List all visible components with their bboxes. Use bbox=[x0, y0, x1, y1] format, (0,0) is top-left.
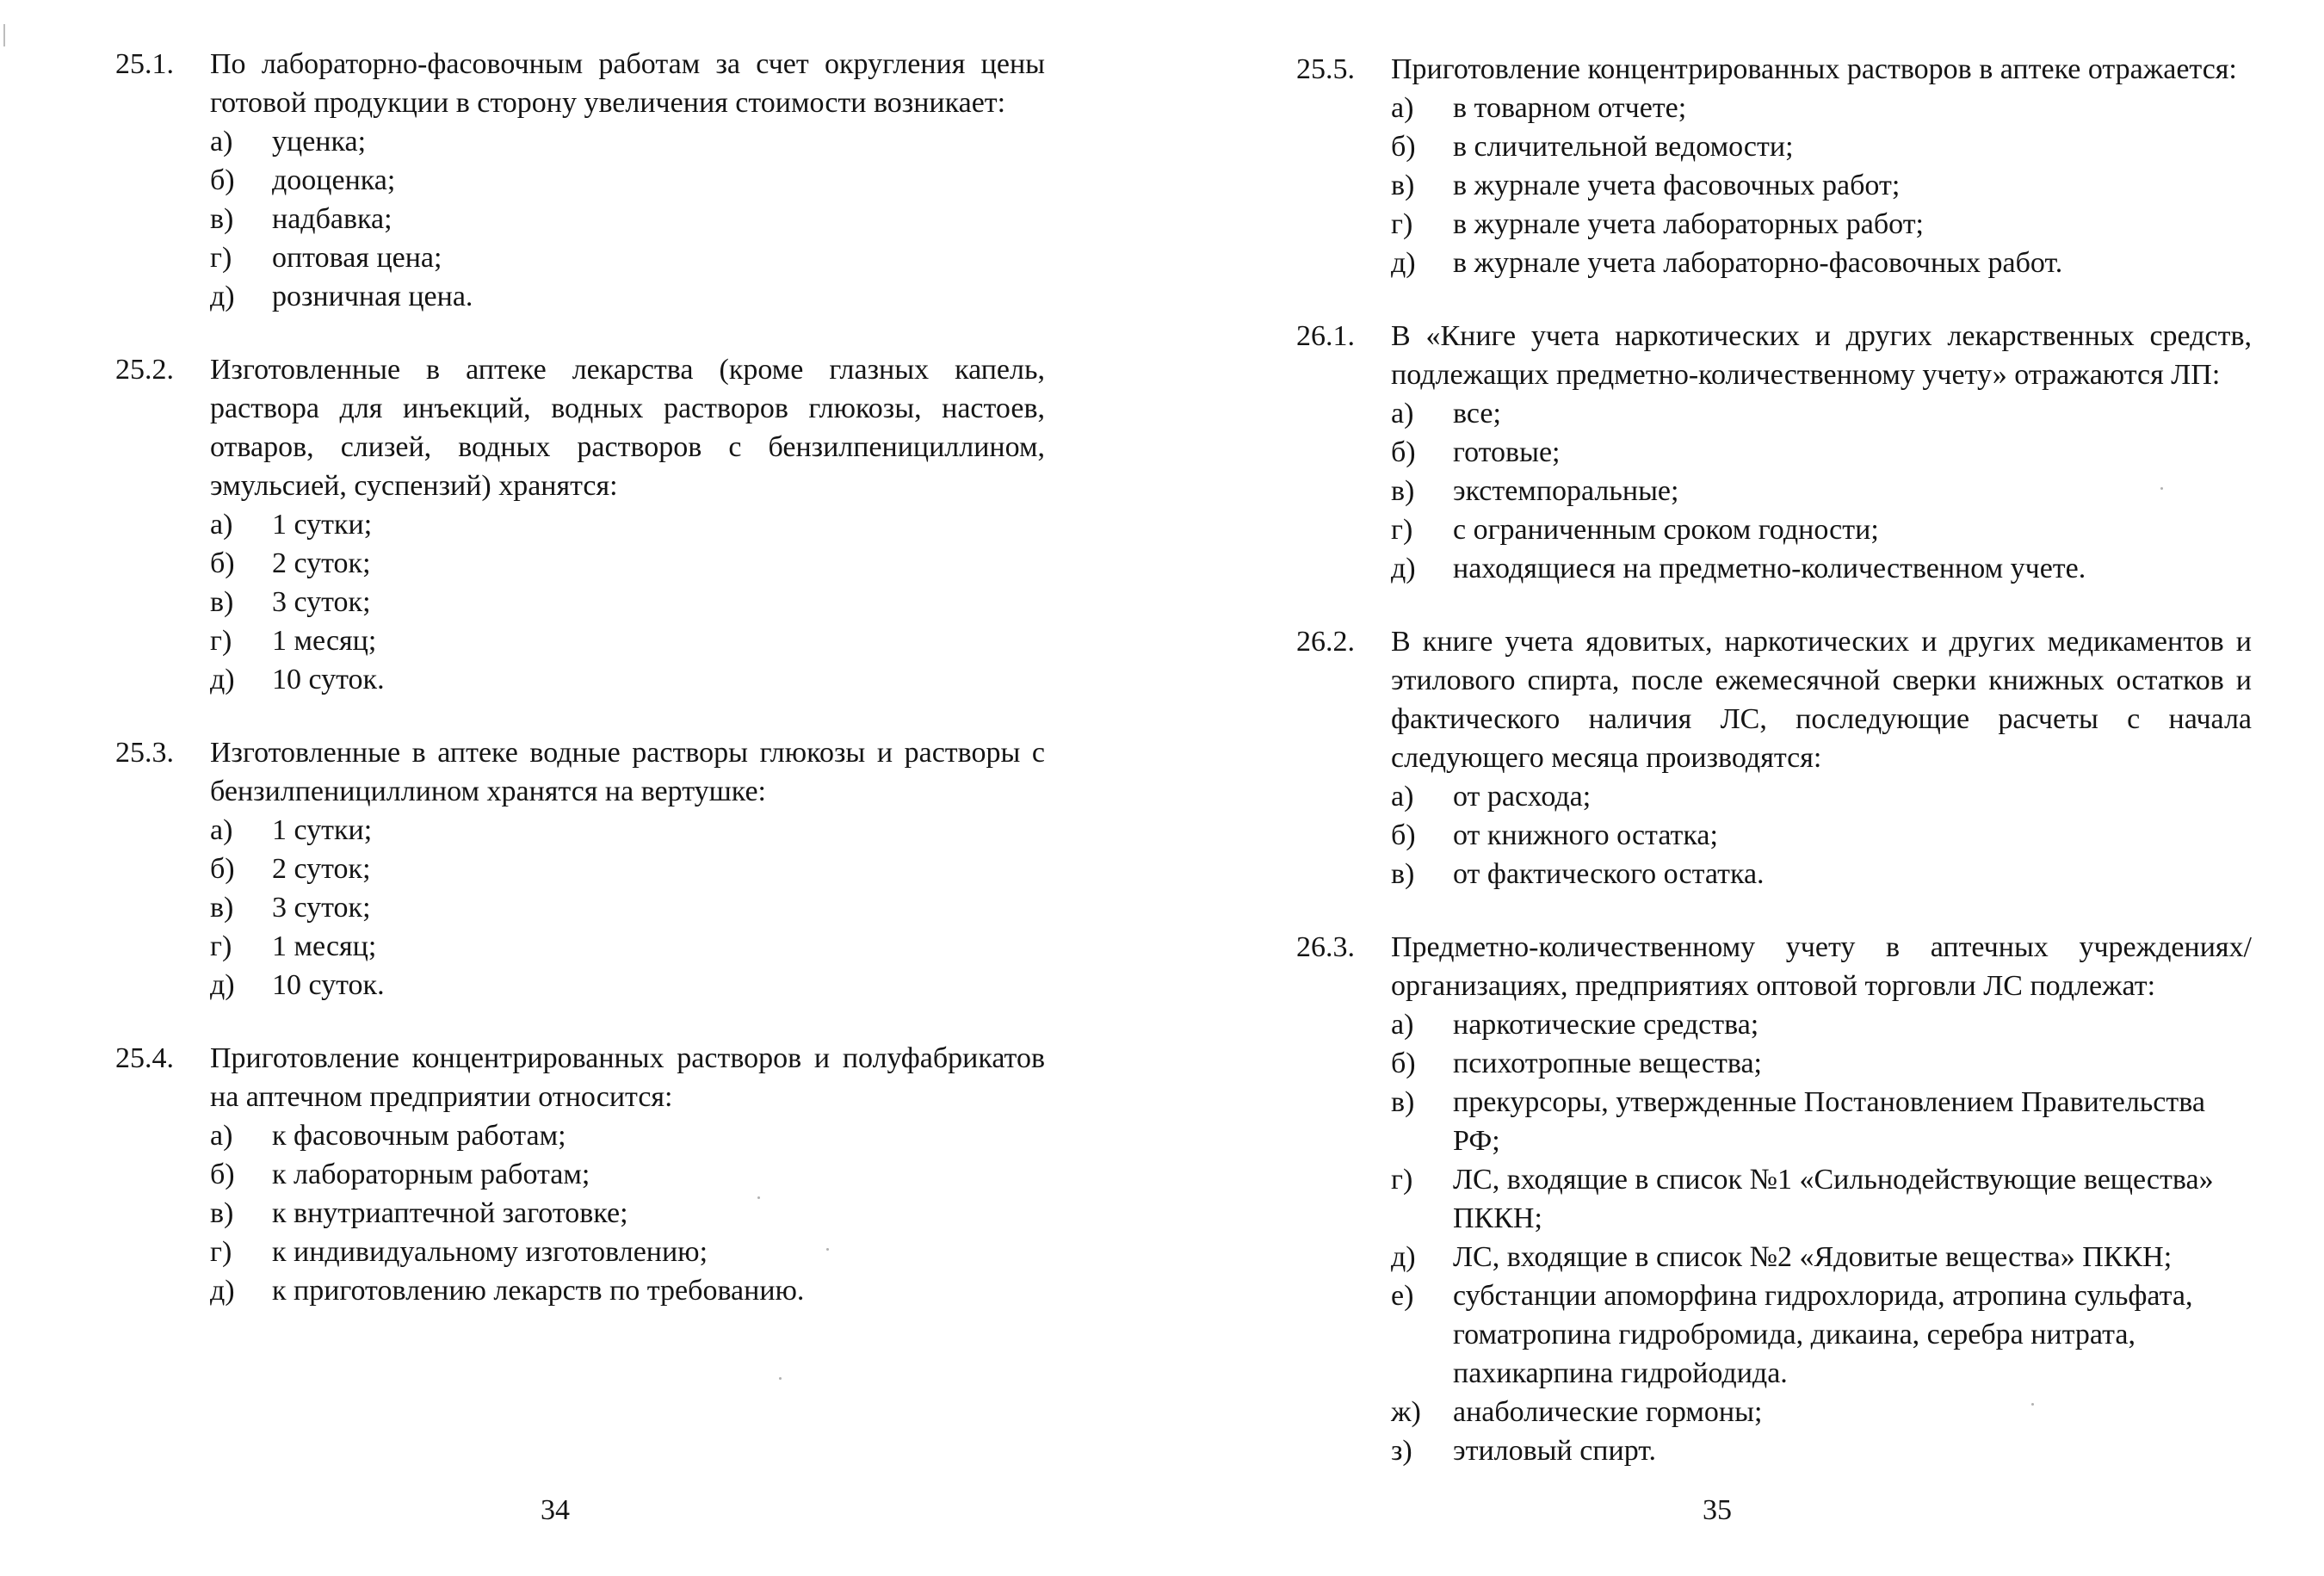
option-text: психотропные вещества; bbox=[1453, 1048, 1762, 1079]
option-letter: в) bbox=[1391, 475, 1415, 507]
option-letter: б) bbox=[1391, 1048, 1416, 1079]
answer-option bbox=[1391, 1276, 2252, 1393]
scan-speck bbox=[757, 1196, 760, 1199]
question-number: 26.1. bbox=[1296, 320, 1355, 352]
option-letter: а) bbox=[1391, 92, 1414, 124]
option-text: к индивидуальному изготовлению; bbox=[272, 1236, 708, 1268]
option-text: с ограниченным сроком годности; bbox=[1453, 514, 1879, 546]
question-header bbox=[1296, 928, 2252, 1005]
question-text: Приготовление концентрированных растворов в аптеке отражается: bbox=[1391, 53, 2237, 85]
answer-options bbox=[210, 505, 1045, 699]
answer-option bbox=[210, 238, 1045, 277]
option-text: экстемпоральные; bbox=[1453, 475, 1679, 507]
option-text: от фактического остатка. bbox=[1453, 858, 1765, 890]
question-header bbox=[1296, 622, 2252, 777]
answer-option bbox=[1391, 166, 2252, 205]
question-block bbox=[1296, 317, 2252, 588]
scan-speck bbox=[826, 1248, 829, 1251]
question-block bbox=[115, 1039, 1045, 1310]
answer-options bbox=[1391, 394, 2252, 588]
answer-option bbox=[1391, 1005, 2252, 1044]
answer-option bbox=[210, 927, 1045, 966]
question-block bbox=[115, 45, 1045, 316]
answer-option bbox=[1391, 816, 2252, 855]
option-letter: б) bbox=[210, 164, 235, 196]
scan-speck bbox=[2160, 487, 2163, 490]
answer-option bbox=[1391, 1238, 2252, 1276]
option-text: к фасовочным работам; bbox=[272, 1120, 566, 1152]
question-header bbox=[115, 1039, 1045, 1116]
answer-options bbox=[210, 122, 1045, 316]
question-header bbox=[1296, 50, 2252, 89]
option-letter: г) bbox=[1391, 1164, 1413, 1196]
option-text: от расхода; bbox=[1453, 781, 1592, 813]
option-text: все; bbox=[1453, 398, 1501, 430]
question-block bbox=[1296, 928, 2252, 1470]
option-letter: в) bbox=[210, 203, 234, 235]
option-text: 1 сутки; bbox=[272, 509, 373, 541]
option-text: в журнале учета фасовочных работ; bbox=[1453, 170, 1901, 201]
question-number: 25.5. bbox=[1296, 53, 1355, 85]
option-text: к внутриаптечной заготовке; bbox=[272, 1197, 628, 1229]
option-text: субстанции апоморфина гидрохлорида, атропина сульфата, гоматропина гидробромида, дикаина, серебра нитрата, пахикарпина гидройодида. bbox=[1453, 1280, 2193, 1389]
question-block bbox=[1296, 50, 2252, 282]
answer-option bbox=[1391, 244, 2252, 282]
option-text: этиловый спирт. bbox=[1453, 1435, 1657, 1467]
question-text: Предметно-количественному учету в аптечных учреждениях/организациях, предприятиях оптовой торговли ЛС подлежат: bbox=[1391, 931, 2252, 1002]
option-text: наркотические средства; bbox=[1453, 1009, 1759, 1041]
answer-option bbox=[1391, 1393, 2252, 1431]
page-number-right: 35 bbox=[1703, 1494, 1732, 1526]
option-letter: в) bbox=[210, 1197, 234, 1229]
answer-option bbox=[1391, 1160, 2252, 1238]
question-header bbox=[1296, 317, 2252, 394]
answer-options bbox=[1391, 777, 2252, 893]
answer-option bbox=[210, 583, 1045, 621]
answer-option bbox=[1391, 472, 2252, 510]
answer-option bbox=[1391, 1044, 2252, 1083]
option-letter: д) bbox=[210, 1275, 235, 1307]
option-text: в товарном отчете; bbox=[1453, 92, 1687, 124]
option-letter: а) bbox=[210, 126, 233, 158]
option-text: 10 суток. bbox=[272, 664, 385, 695]
question-text: Приготовление концентрированных растворов и полуфабрикатов на аптечном предприятии относится: bbox=[210, 1042, 1045, 1113]
option-letter: д) bbox=[210, 664, 235, 695]
answer-option bbox=[210, 660, 1045, 699]
option-letter: в) bbox=[210, 586, 234, 618]
question-text: Изготовленные в аптеке лекарства (кроме глазных капель, раствора для инъекций, водных растворов глюкозы, настоев, отваров, слизей, водных растворов с бензилпенициллином, эмульсией, суспензий) хранятся: bbox=[210, 354, 1045, 502]
answer-option bbox=[1391, 433, 2252, 472]
option-text: от книжного остатка; bbox=[1453, 819, 1718, 851]
answer-option bbox=[210, 621, 1045, 660]
option-letter: а) bbox=[210, 509, 233, 541]
answer-option bbox=[1391, 1431, 2252, 1470]
question-text: В книге учета ядовитых, наркотических и других медикаментов и этилового спирта, после ежемесячной сверки книжных остатков и фактического наличия ЛС, последующие расчеты с начала следующего месяца производятся: bbox=[1391, 626, 2252, 774]
option-letter: в) bbox=[210, 892, 234, 924]
option-text: 3 суток; bbox=[272, 892, 371, 924]
question-block bbox=[1296, 622, 2252, 893]
scan-speck bbox=[2031, 1403, 2034, 1406]
answer-option bbox=[210, 1116, 1045, 1155]
option-text: 2 суток; bbox=[272, 853, 371, 885]
option-letter: г) bbox=[210, 930, 232, 962]
page-number-left: 34 bbox=[541, 1494, 570, 1526]
option-letter: б) bbox=[210, 1159, 235, 1190]
question-text: Изготовленные в аптеке водные растворы глюкозы и растворы с бензилпенициллином хранятся на вертушке: bbox=[210, 737, 1045, 807]
option-text: в журнале учета лабораторно-фасовочных работ. bbox=[1453, 247, 2063, 279]
option-text: 1 месяц; bbox=[272, 930, 377, 962]
answer-option bbox=[210, 811, 1045, 850]
question-block bbox=[115, 350, 1045, 699]
option-letter: б) bbox=[1391, 131, 1416, 163]
option-letter: г) bbox=[1391, 514, 1413, 546]
answer-option bbox=[1391, 1083, 2252, 1160]
answer-option bbox=[1391, 127, 2252, 166]
option-text: дооценка; bbox=[272, 164, 396, 196]
right-question-list bbox=[1296, 50, 2252, 1505]
option-letter: г) bbox=[210, 1236, 232, 1268]
option-letter: а) bbox=[1391, 398, 1414, 430]
option-text: готовые; bbox=[1453, 436, 1561, 468]
option-text: 3 суток; bbox=[272, 586, 371, 618]
answer-options bbox=[1391, 1005, 2252, 1470]
answer-option bbox=[210, 161, 1045, 200]
question-header bbox=[115, 733, 1045, 811]
answer-option bbox=[1391, 89, 2252, 127]
option-text: ЛС, входящие в список №1 «Сильнодействующие вещества» ПККН; bbox=[1453, 1164, 2214, 1234]
option-text: анаболические гормоны; bbox=[1453, 1396, 1763, 1428]
option-letter: г) bbox=[210, 625, 232, 657]
answer-option bbox=[210, 544, 1045, 583]
question-header bbox=[115, 45, 1045, 122]
question-number: 25.2. bbox=[115, 354, 174, 386]
option-text: уценка; bbox=[272, 126, 367, 158]
option-letter: б) bbox=[210, 853, 235, 885]
question-number: 26.3. bbox=[1296, 931, 1355, 963]
answer-option bbox=[1391, 777, 2252, 816]
answer-option bbox=[1391, 394, 2252, 433]
answer-option bbox=[210, 966, 1045, 1004]
option-text: в журнале учета лабораторных работ; bbox=[1453, 208, 1925, 240]
answer-option bbox=[210, 850, 1045, 888]
answer-options bbox=[210, 811, 1045, 1004]
option-letter: а) bbox=[1391, 781, 1414, 813]
option-letter: г) bbox=[1391, 208, 1413, 240]
option-letter: з) bbox=[1391, 1435, 1412, 1467]
question-block bbox=[115, 733, 1045, 1004]
option-letter: а) bbox=[1391, 1009, 1414, 1041]
question-number: 25.4. bbox=[115, 1042, 174, 1074]
option-text: 1 месяц; bbox=[272, 625, 377, 657]
option-text: к приготовлению лекарств по требованию. bbox=[272, 1275, 805, 1307]
option-text: надбавка; bbox=[272, 203, 392, 235]
option-text: ЛС, входящие в список №2 «Ядовитые вещества» ПККН; bbox=[1453, 1241, 2173, 1273]
option-letter: в) bbox=[1391, 858, 1415, 890]
option-letter: в) bbox=[1391, 170, 1415, 201]
option-letter: д) bbox=[210, 969, 235, 1001]
question-number: 25.1. bbox=[115, 48, 174, 80]
question-header bbox=[115, 350, 1045, 505]
option-text: оптовая цена; bbox=[272, 242, 442, 274]
option-text: в сличительной ведомости; bbox=[1453, 131, 1794, 163]
answer-options bbox=[1391, 89, 2252, 282]
option-letter: г) bbox=[210, 242, 232, 274]
option-letter: е) bbox=[1391, 1280, 1414, 1312]
option-letter: б) bbox=[210, 547, 235, 579]
option-letter: а) bbox=[210, 814, 233, 846]
answer-option bbox=[210, 1155, 1045, 1194]
answer-option bbox=[210, 200, 1045, 238]
option-letter: д) bbox=[1391, 1241, 1416, 1273]
option-text: 2 суток; bbox=[272, 547, 371, 579]
question-text: По лабораторно-фасовочным работам за счет округления цены готовой продукции в сторону увеличения стоимости возникает: bbox=[210, 48, 1045, 119]
answer-option bbox=[1391, 549, 2252, 588]
answer-option bbox=[210, 122, 1045, 161]
option-letter: а) bbox=[210, 1120, 233, 1152]
option-letter: б) bbox=[1391, 436, 1416, 468]
option-letter: в) bbox=[1391, 1086, 1415, 1118]
left-question-list bbox=[115, 45, 1045, 1344]
option-text: 1 сутки; bbox=[272, 814, 373, 846]
answer-options bbox=[210, 1116, 1045, 1310]
question-number: 25.3. bbox=[115, 737, 174, 769]
answer-option bbox=[210, 505, 1045, 544]
question-number: 26.2. bbox=[1296, 626, 1355, 658]
answer-option bbox=[210, 1233, 1045, 1271]
answer-option bbox=[1391, 855, 2252, 893]
option-text: к лабораторным работам; bbox=[272, 1159, 590, 1190]
answer-option bbox=[210, 277, 1045, 316]
option-letter: д) bbox=[210, 281, 235, 312]
option-letter: ж) bbox=[1391, 1396, 1421, 1428]
option-text: розничная цена. bbox=[272, 281, 473, 312]
right-page bbox=[1162, 0, 2324, 1576]
answer-option bbox=[1391, 205, 2252, 244]
question-text: В «Книге учета наркотических и других лекарственных средств, подлежащих предметно-количественному учету» отражаются ЛП: bbox=[1391, 320, 2252, 391]
option-text: находящиеся на предметно-количественном учете. bbox=[1453, 553, 2086, 584]
answer-option bbox=[1391, 510, 2252, 549]
answer-option bbox=[210, 1271, 1045, 1310]
option-letter: б) bbox=[1391, 819, 1416, 851]
answer-option bbox=[210, 888, 1045, 927]
scan-speck bbox=[779, 1377, 782, 1380]
answer-option bbox=[210, 1194, 1045, 1233]
option-text: прекурсоры, утвержденные Постановлением Правительства РФ; bbox=[1453, 1086, 2205, 1157]
option-letter: д) bbox=[1391, 553, 1416, 584]
option-letter: д) bbox=[1391, 247, 1416, 279]
option-text: 10 суток. bbox=[272, 969, 385, 1001]
